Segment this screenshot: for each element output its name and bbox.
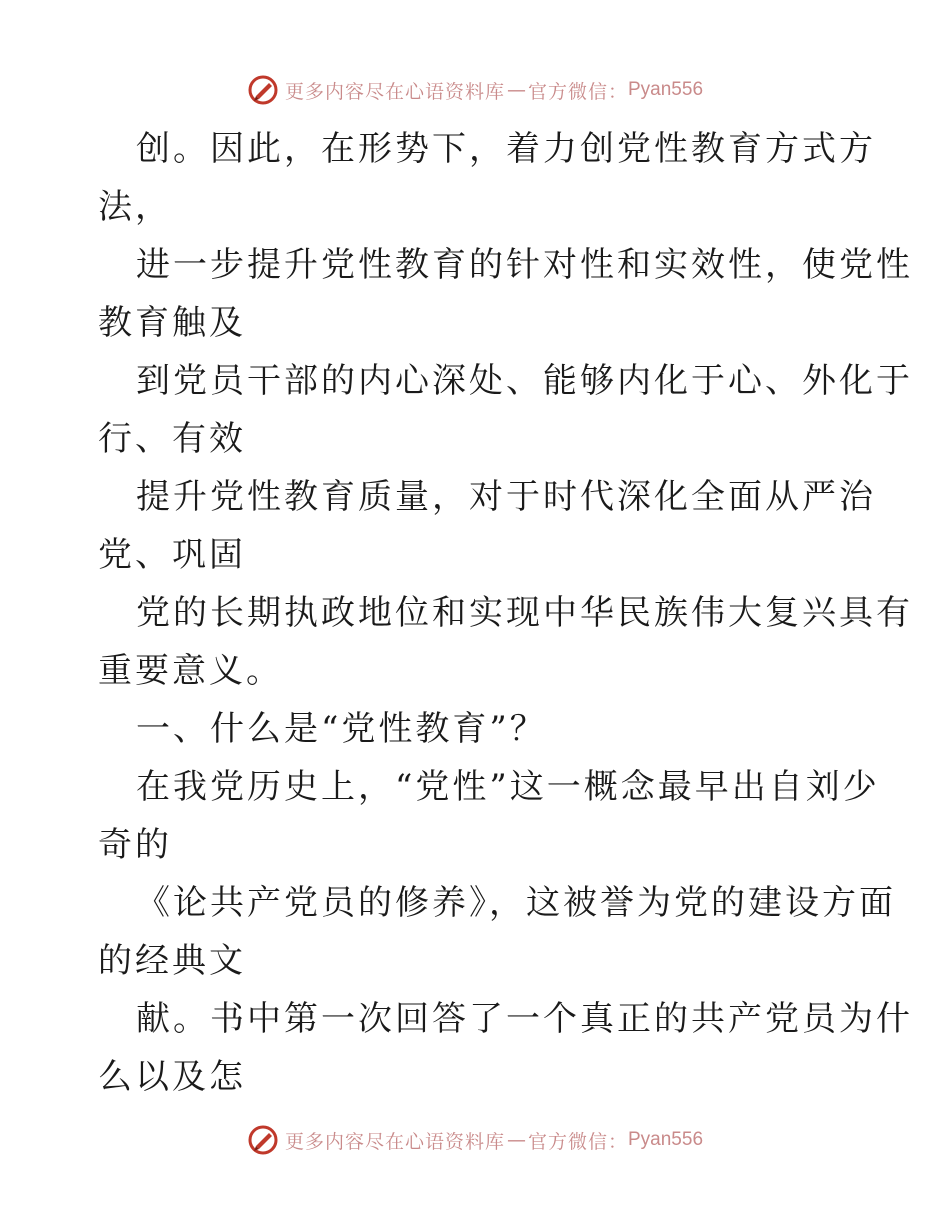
- text-line: 到党员干部的内心深处、能够内化于心、外化于: [136, 361, 913, 401]
- pen-logo-icon: [247, 74, 279, 106]
- text-line: 重要意义。: [98, 651, 283, 691]
- watermark-text: 更多内容尽在心语资料库: [284, 80, 505, 103]
- text-line: 奇的: [98, 825, 172, 865]
- watermark-id: Pyan556: [628, 79, 704, 100]
- watermark-text: 更多内容尽在心语资料库: [284, 1130, 505, 1153]
- document-body: [98, 120, 913, 1106]
- header-watermark: [0, 70, 950, 110]
- text-line: 党、巩固: [98, 535, 246, 575]
- watermark-separator: —: [506, 1129, 526, 1151]
- footer-watermark: [0, 1120, 950, 1160]
- text-line: 在我党历史上，“党性”这一概念最早出自刘少: [136, 767, 880, 807]
- text-line: 献。书中第一次回答了一个真正的共产党员为什: [136, 999, 913, 1039]
- text-line: 进一步提升党性教育的针对性和实效性，使党性: [136, 245, 913, 285]
- text-line: 党的长期执政地位和实现中华民族伟大复兴具有: [136, 593, 913, 633]
- text-line: 《论共产党员的修养》，这被誉为党的建设方面: [136, 883, 896, 923]
- text-line: 法，: [98, 187, 172, 227]
- text-line: 教育触及: [98, 303, 246, 343]
- watermark-suffix: 官方微信：: [527, 80, 628, 103]
- text-line: 行、有效: [98, 419, 246, 459]
- text-line: 的经典文: [98, 941, 246, 981]
- section-heading: 一、什么是“党性教育”？: [136, 709, 547, 749]
- pen-logo-icon: [247, 1124, 279, 1156]
- text-line: 创。因此，在形势下，着力创党性教育方式方: [136, 129, 876, 169]
- watermark-id: Pyan556: [628, 1129, 704, 1150]
- text-line: 么以及怎: [98, 1057, 246, 1097]
- watermark-separator: —: [506, 79, 526, 101]
- watermark-suffix: 官方微信：: [527, 1130, 628, 1153]
- text-line: 提升党性教育质量，对于时代深化全面从严治: [136, 477, 876, 517]
